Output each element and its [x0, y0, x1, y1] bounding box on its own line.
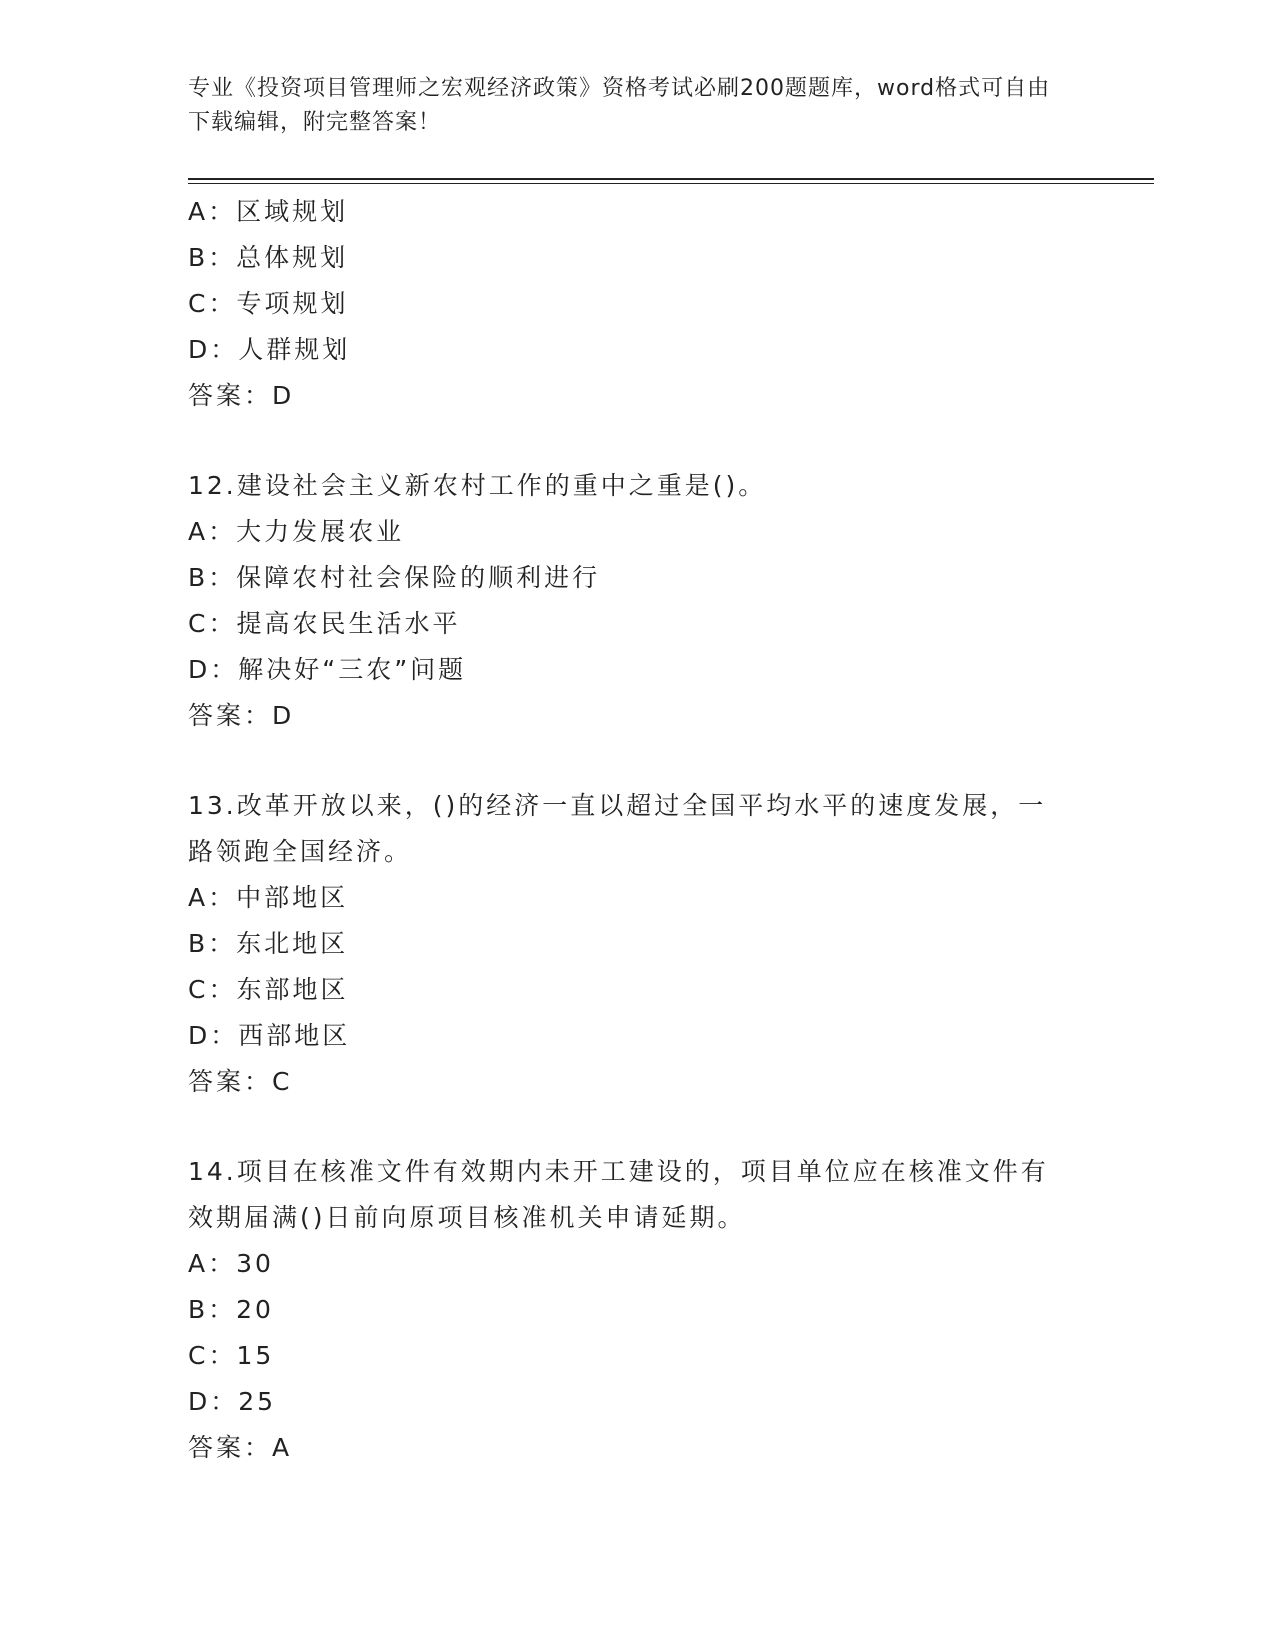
document-header: 专业《投资项目管理师之宏观经济政策》资格考试必刷200题题库，word格式可自由下载编辑，附完整答案！	[188, 76, 1051, 135]
option-c: C：专项规划	[188, 289, 349, 318]
header-divider-thick	[188, 178, 1154, 180]
question-text: 12.建设社会主义新农村工作的重中之重是()。	[188, 471, 767, 500]
option-b: B：20	[188, 1295, 274, 1324]
option-a: A：30	[188, 1249, 274, 1278]
spacer	[188, 1105, 1088, 1149]
question-text: 14.项目在核准文件有效期内未开工建设的，项目单位应在核准文件有效期届满()日前向原项目核准机关申请延期。	[188, 1157, 1049, 1232]
answer-line: 答案：D	[188, 381, 295, 410]
question-text: 13.改革开放以来，()的经济一直以超过全国平均水平的速度发展，一路领跑全国经济。	[188, 791, 1047, 866]
option-a: A：中部地区	[188, 883, 349, 912]
question-block-14	[188, 1149, 1088, 1471]
option-a: A：区域规划	[188, 197, 349, 226]
spacer	[188, 739, 1088, 783]
question-block-11	[188, 189, 1088, 419]
option-d: D：25	[188, 1387, 277, 1416]
spacer	[188, 419, 1088, 463]
option-b: B：总体规划	[188, 243, 349, 272]
option-c: C：15	[188, 1341, 275, 1370]
option-c: C：提高农民生活水平	[188, 609, 461, 638]
answer-line: 答案：C	[188, 1067, 293, 1096]
question-block-13	[188, 783, 1088, 1105]
option-a: A：大力发展农业	[188, 517, 405, 546]
option-d: D：西部地区	[188, 1021, 351, 1050]
option-d: D：解决好“三农”问题	[188, 655, 467, 684]
answer-line: 答案：A	[188, 1433, 293, 1462]
option-b: B：保障农村社会保险的顺利进行	[188, 563, 601, 592]
option-d: D：人群规划	[188, 335, 351, 364]
option-c: C：东部地区	[188, 975, 349, 1004]
question-block-12	[188, 463, 1088, 739]
question-list	[188, 189, 1088, 1471]
header-divider-thin	[188, 183, 1154, 184]
answer-line: 答案：D	[188, 701, 295, 730]
option-b: B：东北地区	[188, 929, 349, 958]
